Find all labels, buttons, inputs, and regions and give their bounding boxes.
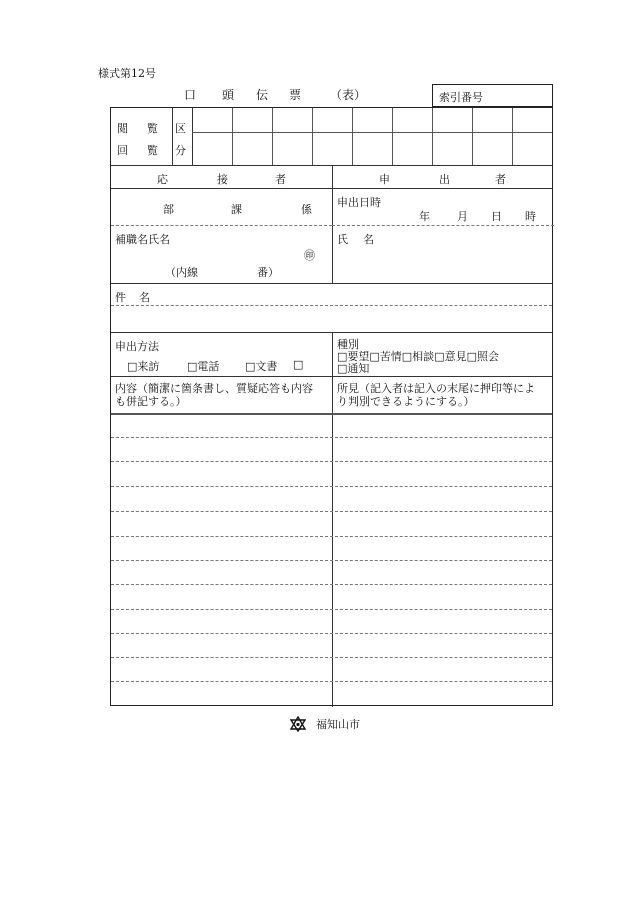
grid-divider bbox=[472, 108, 473, 165]
title-side: （表） bbox=[330, 88, 367, 102]
extension-close: 番） bbox=[257, 266, 279, 279]
writing-line bbox=[111, 437, 552, 438]
oral-message-form bbox=[110, 107, 553, 706]
receiver-header-1: 応 bbox=[157, 173, 168, 186]
category-options-line1[interactable]: □要望□苦情□相談□意見□照会 bbox=[337, 350, 499, 363]
method-option-visit[interactable]: □来訪 bbox=[127, 360, 160, 373]
applicant-header-3: 者 bbox=[495, 173, 506, 186]
city-emblem-icon bbox=[290, 716, 306, 732]
name-label-2: 名 bbox=[363, 233, 374, 246]
date-day: 日 bbox=[491, 210, 502, 223]
date-year: 年 bbox=[419, 210, 430, 223]
dashed-line bbox=[111, 225, 332, 226]
grid-divider bbox=[312, 108, 313, 165]
writing-line bbox=[111, 609, 552, 610]
subject-label-2: 名 bbox=[139, 291, 150, 304]
title-char-3: 伝 bbox=[256, 88, 269, 102]
name-label-1: 氏 bbox=[337, 233, 348, 246]
thick-separator bbox=[111, 413, 552, 415]
opinion-label-line1: 所見（記入者は記入の末尾に押印等によ bbox=[337, 382, 535, 395]
writing-line bbox=[111, 461, 552, 462]
method-option-phone[interactable]: □電話 bbox=[187, 360, 220, 373]
dashed-line bbox=[111, 305, 552, 306]
center-divider-lower bbox=[332, 332, 333, 707]
writing-line bbox=[111, 681, 552, 682]
seal-mark: ㊞ bbox=[304, 249, 315, 262]
grid-divider bbox=[232, 108, 233, 165]
title-char-2: 頭 bbox=[222, 88, 235, 102]
center-divider bbox=[332, 165, 333, 283]
writing-line bbox=[111, 536, 552, 537]
extension-open: （内線 bbox=[165, 266, 198, 279]
method-option-other[interactable]: □ bbox=[293, 358, 304, 371]
index-number-box bbox=[432, 84, 553, 107]
index-number-label: 索引番号 bbox=[439, 91, 483, 104]
grid-divider bbox=[172, 108, 173, 165]
grid-divider bbox=[192, 108, 193, 165]
staff-label: 補職名氏名 bbox=[115, 233, 170, 246]
grid-divider bbox=[352, 108, 353, 165]
date-month: 月 bbox=[457, 210, 468, 223]
dashed-line bbox=[332, 225, 554, 226]
footer bbox=[290, 716, 360, 732]
title-char-4: 票 bbox=[289, 88, 302, 102]
date-hour: 時 bbox=[525, 210, 536, 223]
content-label-line2: も併記する。） bbox=[115, 395, 187, 408]
writing-line bbox=[111, 486, 552, 487]
category-label: 種別 bbox=[337, 338, 359, 351]
writing-line bbox=[111, 584, 552, 585]
opinion-label-line2: り判別できるようにする。） bbox=[337, 395, 475, 408]
writing-line bbox=[111, 657, 552, 658]
subject-label-1: 件 bbox=[115, 291, 126, 304]
receiver-header-3: 者 bbox=[275, 173, 286, 186]
division-char-1: 区 bbox=[175, 122, 186, 135]
grid-mid-line bbox=[192, 132, 552, 133]
category-options-line2[interactable]: □通知 bbox=[337, 362, 370, 375]
department-char-2: 課 bbox=[231, 203, 242, 216]
form-title bbox=[178, 86, 378, 102]
grid-divider bbox=[392, 108, 393, 165]
circulation-label-1: 回 bbox=[117, 144, 128, 157]
applicant-header-2: 出 bbox=[439, 173, 450, 186]
reading-label-2: 覧 bbox=[147, 122, 158, 135]
applicant-header-1: 申 bbox=[379, 173, 390, 186]
grid-divider bbox=[512, 108, 513, 165]
writing-line bbox=[111, 511, 552, 512]
method-label: 申出方法 bbox=[115, 340, 159, 353]
division-char-2: 分 bbox=[175, 144, 186, 157]
circulation-label-2: 覧 bbox=[147, 144, 158, 157]
content-label-line1: 内容（簡潔に箇条書し、質疑応答も内容 bbox=[115, 382, 313, 395]
form-number: 様式第12号 bbox=[98, 67, 156, 80]
writing-line bbox=[111, 633, 552, 634]
reading-label-1: 閲 bbox=[117, 122, 128, 135]
apply-date-label: 申出日時 bbox=[337, 196, 381, 209]
receiver-header-2: 接 bbox=[217, 173, 228, 186]
row-line bbox=[111, 283, 552, 284]
grid-divider bbox=[272, 108, 273, 165]
grid-divider bbox=[432, 108, 433, 165]
row-line bbox=[111, 376, 552, 377]
department-char-3: 係 bbox=[301, 203, 312, 216]
title-char-1: 口 bbox=[184, 88, 197, 102]
department-char-1: 部 bbox=[163, 203, 174, 216]
method-option-document[interactable]: □文書 bbox=[245, 360, 278, 373]
writing-line bbox=[111, 560, 552, 561]
city-name: 福知山市 bbox=[316, 718, 360, 731]
